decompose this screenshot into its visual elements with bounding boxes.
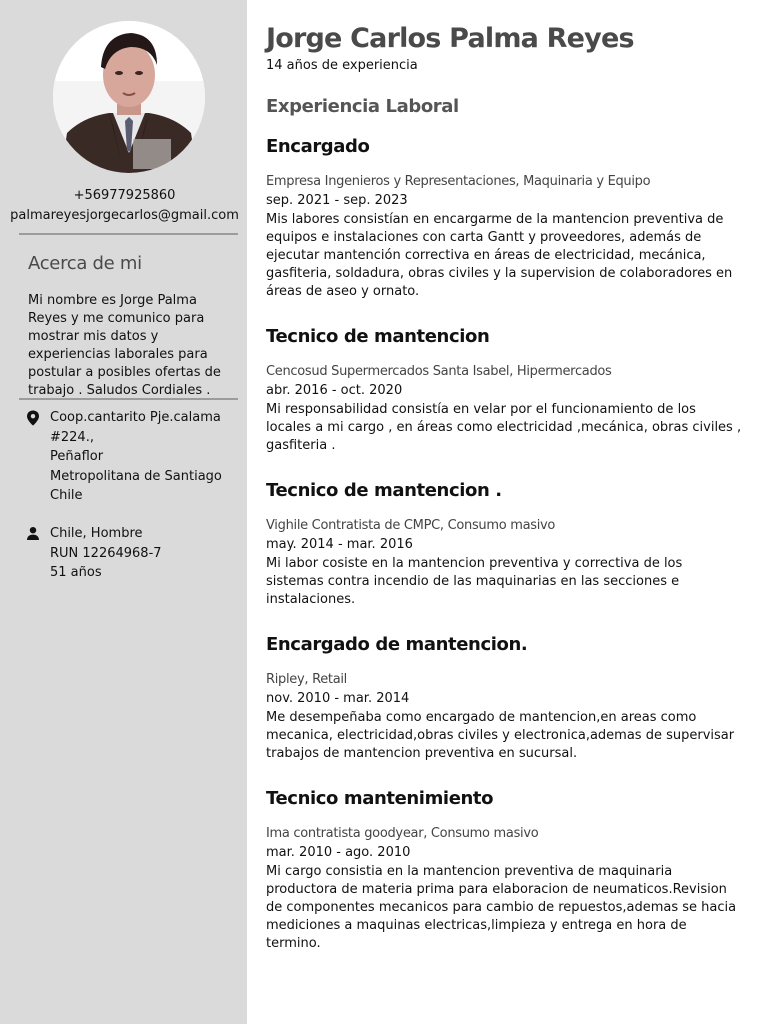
- address-line: #224.,: [50, 429, 94, 445]
- job-entry: [266, 478, 744, 609]
- job-description: Mi cargo consistia en la mantencion preventiva de maquinaria productora de materia prima para elaboracion de neumaticos.Revision de componentes mecanicos para cambio de repuestos,ademas se hacia mediciones a maquinas electricas,limpieza y entrega en hora de termino.: [266, 864, 737, 951]
- person-icon: [26, 526, 40, 542]
- job-description: Mi responsabilidad consistía en velar por el funcionamiento de los locales a mi cargo , en áreas como electricidad ,mecánica, obras civiles , gasfiteria .: [266, 402, 742, 453]
- about-text: Mi nombre es Jorge Palma Reyes y me comunico para mostrar mis datos y experiencias laborales para postular a posibles ofertas de trabajo . Saludos Cordiales .: [28, 293, 221, 398]
- job-description: Me desempeñaba como encargado de mantencion,en areas como mecanica, electricidad,obras civiles y electronica,ademas de supervisar trabajos de mantencion preventiva en sucursal.: [266, 710, 735, 761]
- location-pin-icon: [26, 410, 40, 426]
- profile-photo-image: [53, 21, 205, 173]
- job-role: Tecnico mantenimiento: [266, 788, 494, 809]
- job-entry: [266, 632, 744, 763]
- address-line: Coop.cantarito Pje.calama: [50, 410, 221, 425]
- experience-section-title: Experiencia Laboral: [266, 96, 459, 117]
- email-address[interactable]: palmareyesjorgecarlos@gmail.com: [10, 208, 239, 223]
- job-role: Tecnico de mantencion: [266, 326, 490, 347]
- personal-line: RUN 12264968-7: [50, 545, 162, 561]
- contact-block: [0, 186, 249, 226]
- job-role: Encargado de mantencion.: [266, 634, 528, 655]
- divider: [19, 398, 238, 400]
- job-company: Vighile Contratista de CMPC, Consumo masivo: [266, 518, 556, 533]
- job-company: Empresa Ingenieros y Representaciones, Maquinaria y Equipo: [266, 174, 651, 189]
- address-line: Metropolitana de Santiago: [50, 468, 222, 484]
- address-row: [26, 408, 241, 506]
- job-company: Ima contratista goodyear, Consumo masivo: [266, 826, 539, 841]
- job-description: Mis labores consistían en encargarme de la mantencion preventiva de equipos e instalaciones con carta Gantt y proveedores, además de ejecutar mantención correctiva en áreas de electricidad, mecánica, gasfiteria, soldadura, obras civiles y la supervision de colaboradores en áreas de aseo y ornato.: [266, 212, 733, 299]
- main-content: [247, 0, 768, 1024]
- job-dates: sep. 2021 - sep. 2023: [266, 193, 408, 208]
- about-title: Acerca de mi: [28, 253, 142, 274]
- job-role: Tecnico de mantencion .: [266, 480, 502, 501]
- address-line: Chile: [50, 488, 83, 503]
- personal-line: Chile, Hombre: [50, 526, 143, 541]
- job-dates: nov. 2010 - mar. 2014: [266, 691, 410, 706]
- profile-photo: [53, 21, 205, 173]
- personal-line: 51 años: [50, 565, 102, 580]
- phone-number[interactable]: +56977925860: [73, 188, 176, 203]
- experience-years: 14 años de experiencia: [266, 58, 418, 73]
- job-dates: may. 2014 - mar. 2016: [266, 537, 413, 552]
- candidate-name: Jorge Carlos Palma Reyes: [266, 23, 634, 54]
- job-entry: [266, 324, 744, 455]
- job-entry: [266, 786, 744, 953]
- job-dates: abr. 2016 - oct. 2020: [266, 383, 403, 398]
- job-company: Cencosud Supermercados Santa Isabel, Hipermercados: [266, 364, 612, 379]
- address-line: Peñaflor: [50, 449, 104, 464]
- personal-info-row: [26, 524, 241, 583]
- job-role: Encargado: [266, 136, 370, 157]
- divider: [19, 233, 238, 235]
- job-entry: [266, 134, 744, 301]
- job-company: Ripley, Retail: [266, 672, 347, 687]
- sidebar: [0, 0, 247, 1024]
- job-description: Mi labor cosiste en la mantencion preventiva y correctiva de los sistemas contra incendio de las maquinarias en las secciones e instalaciones.: [266, 556, 683, 607]
- job-dates: mar. 2010 - ago. 2010: [266, 845, 411, 860]
